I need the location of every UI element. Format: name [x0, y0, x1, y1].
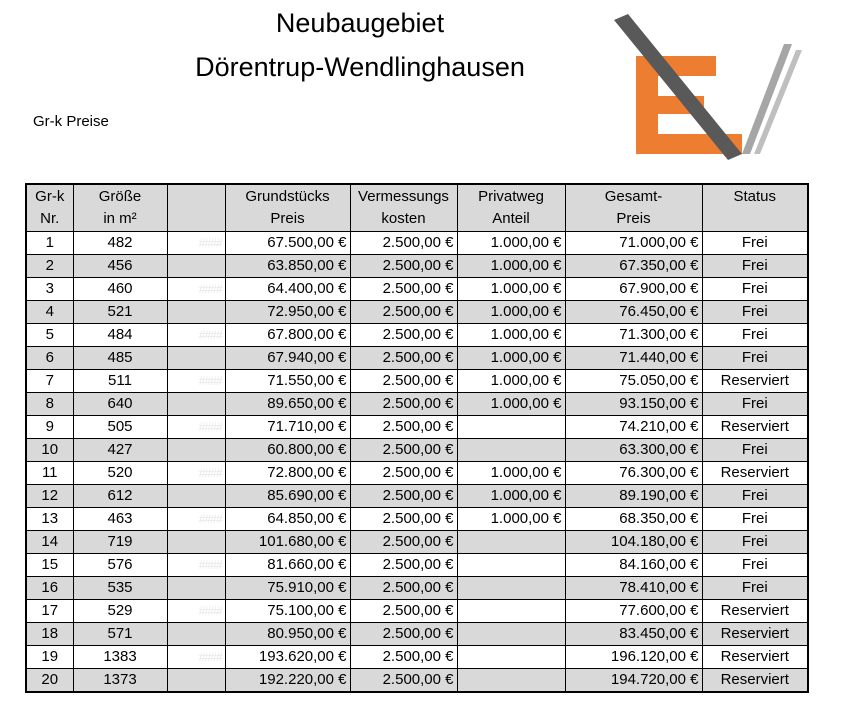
cell-total-price: 63.300,00 €: [565, 439, 702, 462]
table-row: [26, 554, 808, 577]
cell-status: Frei: [702, 485, 808, 508]
header-status: [702, 184, 808, 232]
cell-overflow-marker: ####: [167, 416, 225, 439]
cell-survey-costs: 2.500,00 €: [350, 577, 457, 600]
header-road-share: [457, 184, 565, 232]
cell-status: Frei: [702, 531, 808, 554]
header-size: [73, 184, 167, 232]
header-plot-number-line1: Gr-k: [35, 188, 65, 205]
cell-survey-costs: 2.500,00 €: [350, 232, 457, 255]
cell-plot-number: 17: [26, 600, 73, 623]
cell-plot-number: 5: [26, 324, 73, 347]
header-plot-number: [26, 184, 73, 232]
header-survey-costs-line2: kosten: [381, 210, 426, 227]
page-title-line2: Dörentrup-Wendlinghausen: [195, 52, 525, 82]
cell-size: 521: [73, 301, 167, 324]
cell-size: 485: [73, 347, 167, 370]
cell-road-share: [457, 439, 565, 462]
cell-status: Reserviert: [702, 600, 808, 623]
cell-road-share: 1.000,00 €: [457, 255, 565, 278]
table-row: [26, 324, 808, 347]
ev-logo-icon: [614, 14, 804, 162]
cell-overflow-marker: ####: [167, 508, 225, 531]
header-size-line1: Größe: [98, 188, 142, 205]
cell-overflow-marker: ####: [167, 324, 225, 347]
cell-overflow-marker: ####: [167, 600, 225, 623]
cell-road-share: [457, 416, 565, 439]
cell-survey-costs: 2.500,00 €: [350, 646, 457, 669]
cell-survey-costs: 2.500,00 €: [350, 554, 457, 577]
cell-plot-number: 13: [26, 508, 73, 531]
cell-land-price: 101.680,00 €: [225, 531, 350, 554]
cell-plot-number: 15: [26, 554, 73, 577]
cell-overflow-marker: [167, 255, 225, 278]
cell-land-price: 71.710,00 €: [225, 416, 350, 439]
cell-size: 482: [73, 232, 167, 255]
cell-land-price: 67.500,00 €: [225, 232, 350, 255]
cell-plot-number: 20: [26, 669, 73, 693]
table-row: [26, 669, 808, 693]
cell-survey-costs: 2.500,00 €: [350, 301, 457, 324]
cell-status: Frei: [702, 324, 808, 347]
header-survey-costs-line1: Vermessungs: [358, 188, 449, 205]
cell-total-price: 67.900,00 €: [565, 278, 702, 301]
cell-overflow-marker: [167, 623, 225, 646]
cell-survey-costs: 2.500,00 €: [350, 278, 457, 301]
cell-survey-costs: 2.500,00 €: [350, 393, 457, 416]
header-status-line2: [705, 208, 806, 230]
price-table: [25, 183, 809, 693]
cell-total-price: 76.300,00 €: [565, 462, 702, 485]
cell-total-price: 77.600,00 €: [565, 600, 702, 623]
cell-plot-number: 16: [26, 577, 73, 600]
cell-status: Reserviert: [702, 370, 808, 393]
cell-total-price: 71.000,00 €: [565, 232, 702, 255]
cell-land-price: 64.400,00 €: [225, 278, 350, 301]
cell-total-price: 104.180,00 €: [565, 531, 702, 554]
cell-survey-costs: 2.500,00 €: [350, 669, 457, 693]
cell-total-price: 68.350,00 €: [565, 508, 702, 531]
cell-survey-costs: 2.500,00 €: [350, 370, 457, 393]
cell-road-share: [457, 669, 565, 693]
cell-land-price: 85.690,00 €: [225, 485, 350, 508]
cell-total-price: 194.720,00 €: [565, 669, 702, 693]
cell-land-price: 75.910,00 €: [225, 577, 350, 600]
cell-overflow-marker: [167, 347, 225, 370]
cell-survey-costs: 2.500,00 €: [350, 462, 457, 485]
cell-total-price: 93.150,00 €: [565, 393, 702, 416]
cell-status: Frei: [702, 347, 808, 370]
cell-land-price: 67.800,00 €: [225, 324, 350, 347]
cell-status: Frei: [702, 577, 808, 600]
cell-road-share: [457, 531, 565, 554]
cell-survey-costs: 2.500,00 €: [350, 347, 457, 370]
header-blank-line1: [170, 186, 223, 208]
table-row: [26, 370, 808, 393]
table-header-row: [26, 184, 808, 232]
cell-land-price: 67.940,00 €: [225, 347, 350, 370]
cell-status: Frei: [702, 278, 808, 301]
cell-size: 511: [73, 370, 167, 393]
header-blank: [167, 184, 225, 232]
table-row: [26, 301, 808, 324]
cell-status: Frei: [702, 508, 808, 531]
table-body: [26, 232, 808, 693]
table-row: [26, 600, 808, 623]
cell-road-share: [457, 577, 565, 600]
cell-status: Reserviert: [702, 669, 808, 693]
page-subtitle: Gr-k Preise: [33, 113, 109, 130]
table-row: [26, 577, 808, 600]
cell-plot-number: 4: [26, 301, 73, 324]
cell-road-share: 1.000,00 €: [457, 324, 565, 347]
cell-survey-costs: 2.500,00 €: [350, 508, 457, 531]
cell-size: 535: [73, 577, 167, 600]
cell-road-share: 1.000,00 €: [457, 485, 565, 508]
cell-land-price: 63.850,00 €: [225, 255, 350, 278]
table-row: [26, 416, 808, 439]
cell-plot-number: 7: [26, 370, 73, 393]
cell-size: 612: [73, 485, 167, 508]
page-title-line1: Neubaugebiet: [275, 8, 445, 38]
cell-plot-number: 3: [26, 278, 73, 301]
cell-road-share: [457, 600, 565, 623]
cell-land-price: 64.850,00 €: [225, 508, 350, 531]
header-total-price: [565, 184, 702, 232]
cell-land-price: 60.800,00 €: [225, 439, 350, 462]
cell-land-price: 72.950,00 €: [225, 301, 350, 324]
header-land-price-line2: Preis: [270, 210, 305, 227]
header-plot-number-line2: Nr.: [40, 210, 60, 227]
cell-plot-number: 18: [26, 623, 73, 646]
table-row: [26, 623, 808, 646]
cell-total-price: 71.300,00 €: [565, 324, 702, 347]
cell-size: 571: [73, 623, 167, 646]
header-size-line2: in m²: [103, 210, 137, 227]
cell-total-price: 78.410,00 €: [565, 577, 702, 600]
table-row: [26, 439, 808, 462]
cell-land-price: 81.660,00 €: [225, 554, 350, 577]
cell-size: 427: [73, 439, 167, 462]
cell-land-price: 75.100,00 €: [225, 600, 350, 623]
cell-road-share: 1.000,00 €: [457, 278, 565, 301]
table-row: [26, 393, 808, 416]
cell-land-price: 71.550,00 €: [225, 370, 350, 393]
cell-size: 520: [73, 462, 167, 485]
cell-survey-costs: 2.500,00 €: [350, 324, 457, 347]
header-total-price-line2: Preis: [616, 210, 651, 227]
cell-plot-number: 19: [26, 646, 73, 669]
cell-size: 460: [73, 278, 167, 301]
cell-total-price: 89.190,00 €: [565, 485, 702, 508]
cell-road-share: 1.000,00 €: [457, 370, 565, 393]
cell-status: Frei: [702, 554, 808, 577]
cell-status: Reserviert: [702, 462, 808, 485]
cell-survey-costs: 2.500,00 €: [350, 485, 457, 508]
header-road-share-line1: Privatweg: [478, 188, 544, 205]
cell-overflow-marker: [167, 393, 225, 416]
cell-plot-number: 12: [26, 485, 73, 508]
cell-total-price: 74.210,00 €: [565, 416, 702, 439]
cell-road-share: 1.000,00 €: [457, 508, 565, 531]
header-blank-line2: [170, 208, 223, 230]
cell-overflow-marker: [167, 439, 225, 462]
cell-size: 640: [73, 393, 167, 416]
cell-road-share: [457, 646, 565, 669]
table-row: [26, 347, 808, 370]
cell-overflow-marker: [167, 577, 225, 600]
table-row: [26, 255, 808, 278]
cell-survey-costs: 2.500,00 €: [350, 600, 457, 623]
cell-road-share: [457, 554, 565, 577]
cell-land-price: 72.800,00 €: [225, 462, 350, 485]
cell-size: 1373: [73, 669, 167, 693]
cell-plot-number: 11: [26, 462, 73, 485]
table-row: [26, 531, 808, 554]
cell-road-share: 1.000,00 €: [457, 301, 565, 324]
table-row: [26, 485, 808, 508]
header-survey-costs: [350, 184, 457, 232]
cell-status: Frei: [702, 439, 808, 462]
cell-land-price: 193.620,00 €: [225, 646, 350, 669]
cell-survey-costs: 2.500,00 €: [350, 255, 457, 278]
cell-plot-number: 2: [26, 255, 73, 278]
cell-size: 1383: [73, 646, 167, 669]
header-status-line1: Status: [733, 188, 777, 205]
table-row: [26, 462, 808, 485]
cell-overflow-marker: [167, 485, 225, 508]
cell-total-price: 67.350,00 €: [565, 255, 702, 278]
cell-land-price: 192.220,00 €: [225, 669, 350, 693]
cell-total-price: 196.120,00 €: [565, 646, 702, 669]
header-land-price-line1: Grundstücks: [245, 188, 330, 205]
cell-overflow-marker: ####: [167, 232, 225, 255]
cell-overflow-marker: ####: [167, 646, 225, 669]
cell-plot-number: 8: [26, 393, 73, 416]
cell-survey-costs: 2.500,00 €: [350, 531, 457, 554]
cell-road-share: 1.000,00 €: [457, 393, 565, 416]
cell-size: 463: [73, 508, 167, 531]
cell-survey-costs: 2.500,00 €: [350, 416, 457, 439]
cell-road-share: 1.000,00 €: [457, 462, 565, 485]
cell-plot-number: 9: [26, 416, 73, 439]
table-row: [26, 508, 808, 531]
cell-status: Frei: [702, 393, 808, 416]
cell-status: Reserviert: [702, 646, 808, 669]
cell-size: 484: [73, 324, 167, 347]
cell-road-share: [457, 623, 565, 646]
cell-status: Frei: [702, 301, 808, 324]
cell-size: 529: [73, 600, 167, 623]
cell-land-price: 89.650,00 €: [225, 393, 350, 416]
cell-road-share: 1.000,00 €: [457, 347, 565, 370]
cell-road-share: 1.000,00 €: [457, 232, 565, 255]
header-total-price-line1: Gesamt-: [604, 188, 663, 205]
cell-overflow-marker: [167, 669, 225, 693]
cell-plot-number: 10: [26, 439, 73, 462]
cell-overflow-marker: [167, 301, 225, 324]
cell-total-price: 75.050,00 €: [565, 370, 702, 393]
cell-status: Frei: [702, 232, 808, 255]
cell-total-price: 71.440,00 €: [565, 347, 702, 370]
cell-plot-number: 6: [26, 347, 73, 370]
cell-size: 576: [73, 554, 167, 577]
cell-plot-number: 14: [26, 531, 73, 554]
cell-overflow-marker: [167, 531, 225, 554]
cell-size: 505: [73, 416, 167, 439]
cell-size: 456: [73, 255, 167, 278]
table-row: [26, 278, 808, 301]
cell-status: Reserviert: [702, 416, 808, 439]
cell-total-price: 83.450,00 €: [565, 623, 702, 646]
table-row: [26, 646, 808, 669]
cell-overflow-marker: ####: [167, 278, 225, 301]
cell-overflow-marker: ####: [167, 462, 225, 485]
cell-overflow-marker: ####: [167, 370, 225, 393]
cell-plot-number: 1: [26, 232, 73, 255]
cell-status: Reserviert: [702, 623, 808, 646]
cell-survey-costs: 2.500,00 €: [350, 439, 457, 462]
cell-overflow-marker: ####: [167, 554, 225, 577]
cell-survey-costs: 2.500,00 €: [350, 623, 457, 646]
cell-size: 719: [73, 531, 167, 554]
cell-land-price: 80.950,00 €: [225, 623, 350, 646]
header-road-share-line2: Anteil: [492, 210, 530, 227]
cell-status: Frei: [702, 255, 808, 278]
table-row: [26, 232, 808, 255]
cell-total-price: 84.160,00 €: [565, 554, 702, 577]
cell-total-price: 76.450,00 €: [565, 301, 702, 324]
header-land-price: [225, 184, 350, 232]
